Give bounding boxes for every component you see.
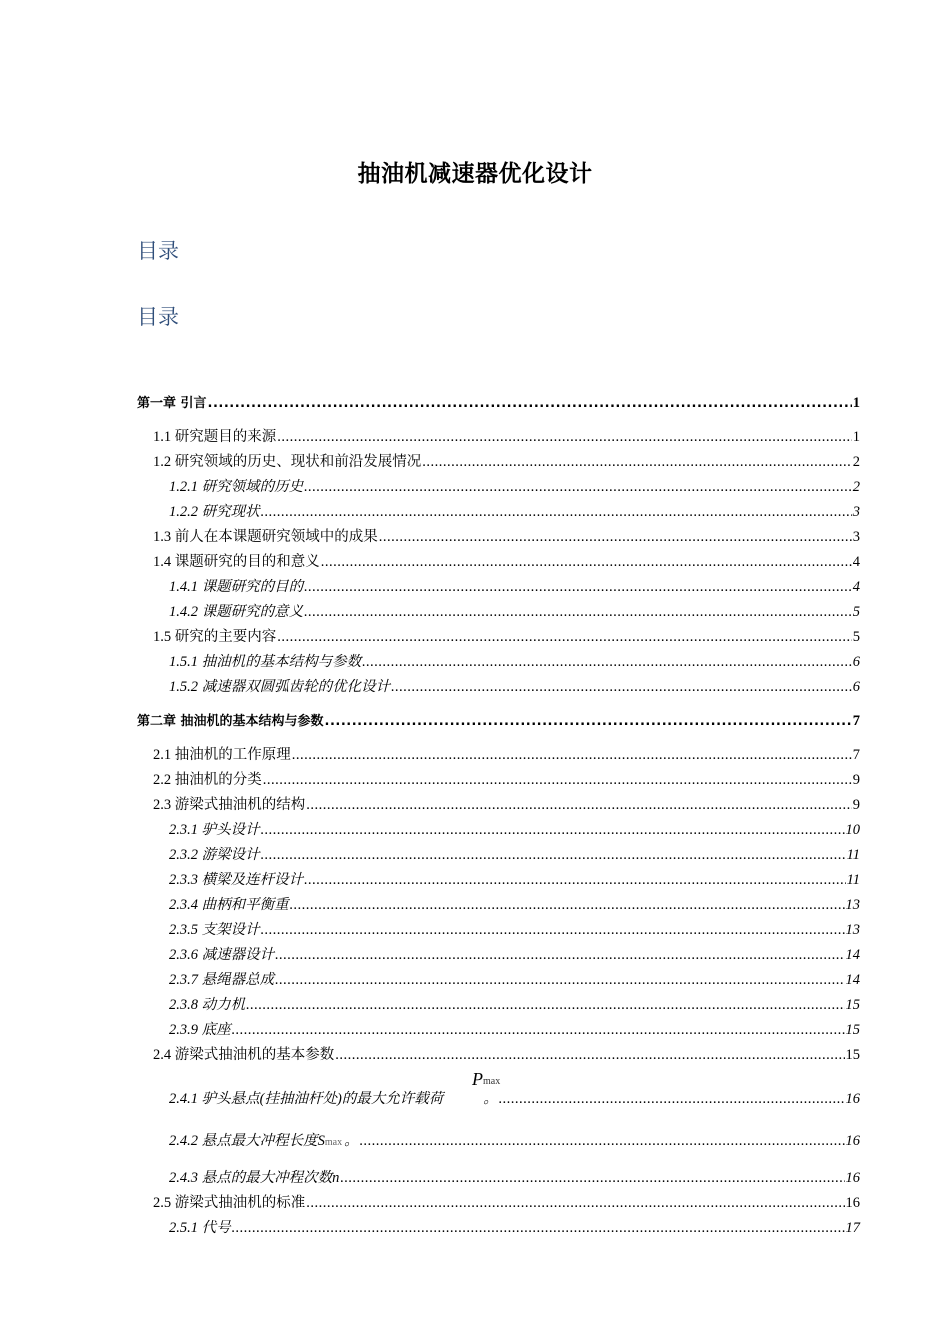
toc-page-number: 2 — [852, 454, 860, 470]
toc-page-number: 6 — [852, 679, 860, 695]
toc-page-number: 4 — [852, 579, 860, 595]
toc-entry-label: 1.4 课题研究的目的和意义 — [153, 554, 320, 570]
toc-entry-label: 第二章 抽油机的基本结构与参数 — [137, 714, 324, 729]
toc-entry-label: 1.4.1 课题研究的目的 — [169, 579, 304, 595]
toc-entry-label: 2.3.9 底座 — [169, 1022, 231, 1038]
dot-leader — [422, 453, 852, 471]
toc-entry-label: 2.3.1 驴头设计 — [169, 822, 260, 838]
toc-entry[interactable] — [169, 846, 860, 864]
toc-entry[interactable] — [169, 1132, 860, 1152]
toc-page-number: 9 — [852, 797, 860, 813]
toc-entry-label: 1.2 研究领域的历史、现状和前沿发展情况 — [153, 454, 422, 470]
toc-entry[interactable] — [137, 712, 860, 731]
toc-entry[interactable] — [169, 821, 860, 839]
pmax-formula: Pmax — [472, 1069, 501, 1089]
toc-page-number: 11 — [846, 872, 860, 888]
toc-entry[interactable] — [153, 1046, 860, 1064]
toc-entry-label: 2.4.2 悬点最大冲程长度 — [169, 1133, 318, 1149]
toc-page-number: 15 — [845, 1022, 860, 1038]
toc-page-number: 15 — [845, 997, 860, 1013]
toc-entry[interactable] — [169, 503, 860, 521]
toc-entry[interactable] — [169, 1090, 860, 1108]
dot-leader — [275, 971, 844, 989]
toc-page-number: 17 — [845, 1220, 860, 1236]
toc-entry-label: 2.3.3 横梁及连杆设计 — [169, 872, 304, 888]
toc-page-number: 1 — [852, 429, 860, 445]
toc-entry-suffix: 。 — [483, 1091, 498, 1107]
dot-leader — [340, 1169, 844, 1187]
dot-leader — [277, 428, 852, 446]
toc-entry-label: 1.2.1 研究领域的历史 — [169, 479, 304, 495]
dot-leader — [261, 503, 852, 521]
dot-leader — [360, 1132, 845, 1150]
dot-leader — [321, 553, 852, 571]
toc-entry-label: 2.2 抽油机的分类 — [153, 772, 262, 788]
toc-entry[interactable] — [153, 453, 860, 471]
toc-entry-label: 1.4.2 课题研究的意义 — [169, 604, 304, 620]
toc-entry-label: 1.5.1 抽油机的基本结构与参数 — [169, 654, 362, 670]
dot-leader — [232, 1219, 845, 1237]
dot-leader — [306, 1194, 844, 1212]
dot-leader — [208, 395, 852, 413]
dot-leader — [277, 628, 852, 646]
dot-leader — [325, 713, 852, 731]
toc-entry[interactable] — [169, 921, 860, 939]
toc-page-number: 3 — [852, 504, 860, 520]
dot-leader — [261, 921, 845, 939]
toc-entry-label: 1.3 前人在本课题研究领域中的成果 — [153, 529, 378, 545]
toc-entry[interactable] — [169, 871, 860, 889]
toc-page-number: 16 — [845, 1133, 860, 1149]
toc-entry-label: 2.4.3 悬点的最大冲程次数 — [169, 1170, 333, 1186]
dot-leader — [232, 1021, 845, 1039]
toc-entry[interactable] — [153, 428, 860, 446]
dot-leader — [263, 771, 852, 789]
dot-leader — [304, 871, 845, 889]
toc-page-number: 13 — [845, 897, 860, 913]
toc-page-number: 4 — [852, 554, 860, 570]
formula-symbol: S — [317, 1133, 325, 1149]
toc-entry[interactable] — [169, 653, 860, 671]
toc-entry[interactable] — [153, 528, 860, 546]
toc-entry-label: 2.3.8 动力机 — [169, 997, 246, 1013]
dot-leader — [362, 653, 852, 671]
toc-entry[interactable] — [169, 896, 860, 914]
toc-entry[interactable] — [169, 578, 860, 596]
toc-page-number: 6 — [852, 654, 860, 670]
toc-entry-label: 2.5.1 代号 — [169, 1220, 231, 1236]
toc-entry-label: 2.3.6 减速器设计 — [169, 947, 275, 963]
toc-heading[interactable]: 目录 — [137, 305, 179, 329]
dot-leader — [335, 1046, 844, 1064]
formula-subscript: max — [324, 1137, 343, 1148]
toc-page-number: 13 — [845, 922, 860, 938]
dot-leader — [391, 678, 852, 696]
toc-entry[interactable] — [153, 746, 860, 764]
toc-entry[interactable] — [169, 678, 860, 696]
dot-leader — [246, 996, 844, 1014]
toc-entry[interactable] — [169, 1021, 860, 1039]
formula-symbol: n — [332, 1170, 340, 1186]
document-title: 抽油机减速器优化设计 — [357, 161, 593, 187]
toc-entry[interactable] — [153, 771, 860, 789]
dot-leader — [290, 896, 845, 914]
toc-page-number: 7 — [852, 747, 860, 763]
toc-page-number: 14 — [845, 972, 860, 988]
toc-entry-label: 2.5 游梁式抽油机的标准 — [153, 1195, 306, 1211]
toc-entry-label: 2.3.2 游梁设计 — [169, 847, 260, 863]
toc-entry-label: 2.3.7 悬绳器总成 — [169, 972, 275, 988]
toc-entry[interactable] — [169, 1219, 860, 1237]
toc-entry-label: 1.1 研究题目的来源 — [153, 429, 277, 445]
toc-entry[interactable] — [153, 553, 860, 571]
toc-page-number: 7 — [852, 713, 860, 729]
toc-page-number: 15 — [845, 1047, 860, 1063]
toc-page-number: 14 — [845, 947, 860, 963]
toc-page-number: 9 — [852, 772, 860, 788]
toc-page-number: 5 — [852, 629, 860, 645]
toc-entry-label: 2.1 抽油机的工作原理 — [153, 747, 291, 763]
toc-entry[interactable] — [153, 796, 860, 814]
toc-page-number: 2 — [852, 479, 860, 495]
toc-page-number: 10 — [845, 822, 860, 838]
toc-entry-label: 1.5.2 减速器双圆弧齿轮的优化设计 — [169, 679, 391, 695]
toc-entry-label: 第一章 引言 — [137, 396, 207, 411]
toc-entry-label: 2.3.5 支架设计 — [169, 922, 260, 938]
dot-leader — [306, 796, 852, 814]
toc-entry[interactable] — [169, 1169, 860, 1187]
toc-entry[interactable] — [153, 628, 860, 646]
toc-page-number: 5 — [852, 604, 860, 620]
toc-entry-label: 2.3 游梁式抽油机的结构 — [153, 797, 306, 813]
toc-entry[interactable] — [169, 603, 860, 621]
toc-page-number: 1 — [852, 395, 860, 411]
dot-leader — [261, 821, 845, 839]
dot-leader — [304, 578, 852, 596]
dot-leader — [304, 603, 852, 621]
toc-entry[interactable] — [137, 394, 860, 413]
toc-page-number: 16 — [845, 1170, 860, 1186]
dot-leader — [304, 478, 852, 496]
toc-entry[interactable] — [169, 996, 860, 1014]
toc-entry[interactable] — [169, 946, 860, 964]
toc-entry-label: 2.3.4 曲柄和平衡重 — [169, 897, 289, 913]
dot-leader — [499, 1090, 845, 1108]
toc-entry-label: 2.4.1 驴头悬点(挂抽油杆处)的最大允许载荷 — [169, 1091, 444, 1107]
toc-entry-suffix: 。 — [344, 1133, 359, 1149]
toc-entry-label: 1.2.2 研究现状 — [169, 504, 260, 520]
dot-leader — [275, 946, 844, 964]
toc-entry-label: 2.4 游梁式抽油机的基本参数 — [153, 1047, 335, 1063]
toc-page-number: 16 — [845, 1195, 860, 1211]
toc-entry[interactable] — [169, 971, 860, 989]
toc-entry-label: 1.5 研究的主要内容 — [153, 629, 277, 645]
toc-entry[interactable] — [169, 478, 860, 496]
dot-leader — [292, 746, 852, 764]
toc-entry[interactable] — [153, 1194, 860, 1212]
dot-leader — [379, 528, 852, 546]
toc-heading[interactable]: 目录 — [137, 239, 179, 263]
toc-page-number: 16 — [845, 1091, 860, 1107]
toc-page-number: 3 — [852, 529, 860, 545]
dot-leader — [261, 846, 846, 864]
toc-page-number: 11 — [846, 847, 860, 863]
